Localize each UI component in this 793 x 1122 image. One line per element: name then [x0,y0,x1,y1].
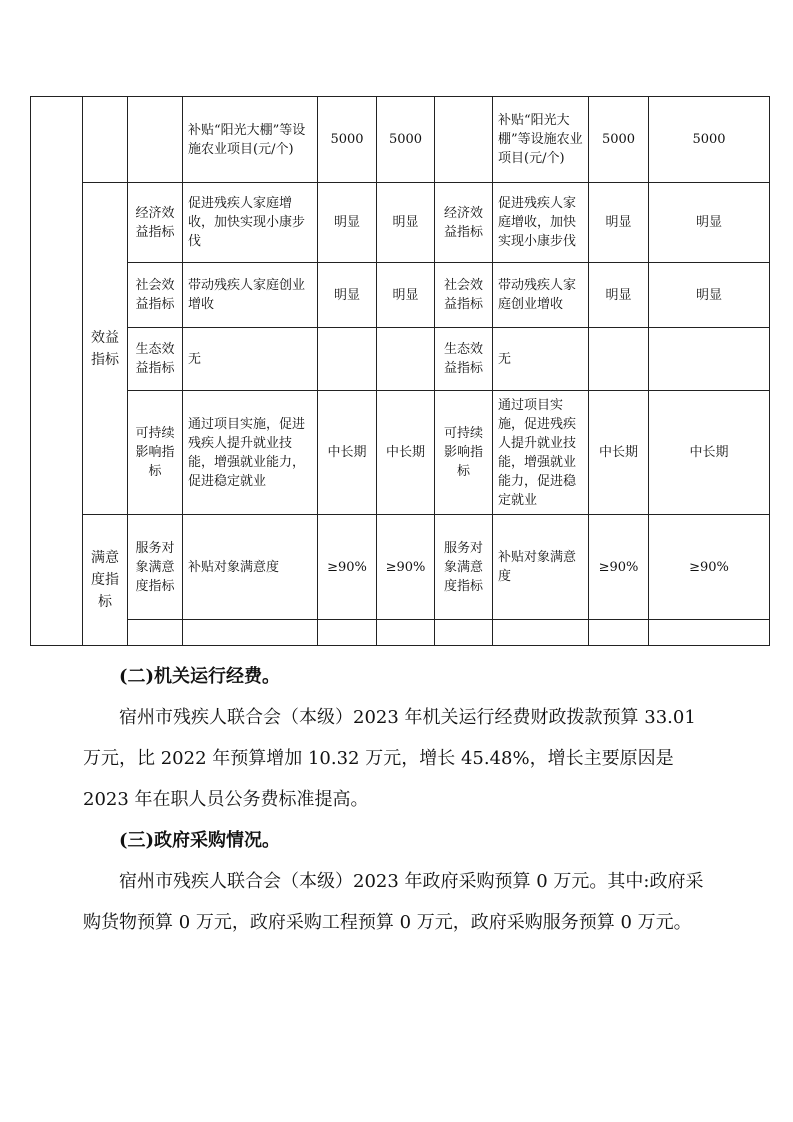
indicator-desc: 补贴“阳光大棚”等设施农业项目(元/个) [493,97,589,183]
empty-cell [589,620,649,646]
target-value: 5000 [377,97,435,183]
target-value: 明显 [377,183,435,263]
sub-category-label: 经济效益指标 [435,183,493,263]
empty-cell [649,620,770,646]
sub-category-label: 服务对象满意度指标 [435,515,493,620]
target-value: 5000 [649,97,770,183]
indicator-desc: 促进残疾人家庭增收，加快实现小康步伐 [493,183,589,263]
target-value: 中长期 [589,391,649,515]
target-value: 明显 [318,183,377,263]
target-value: 中长期 [649,391,770,515]
empty-cell [435,620,493,646]
outer-category-cell [31,97,83,646]
empty-cell [183,620,318,646]
target-value [318,328,377,391]
performance-table [30,96,770,646]
sub-category-label: 可持续影响指标 [435,391,493,515]
target-value: 中长期 [377,391,435,515]
section-body-operating-costs: 宿州市残疾人联合会（本级）2023 年机关运行经费财政拨款预算 33.01 万元，比 2022 年预算增加 10.32 万元，增长 45.48%，增长主要原因是 2023 年在职人员公务费标准提高。 [83,707,696,810]
target-value: 明显 [377,263,435,328]
target-value: ≥90% [589,515,649,620]
sub-category-label: 社会效益指标 [128,263,183,328]
group-label-benefit: 效益指标 [83,183,128,515]
target-value [649,328,770,391]
empty-cell [493,620,589,646]
table-row [31,183,770,263]
table-row [31,515,770,620]
target-value [377,328,435,391]
sub-category-label: 可持续影响指标 [128,391,183,515]
indicator-desc: 补贴对象满意度 [493,515,589,620]
indicator-desc: 补贴“阳光大棚”等设施农业项目(元/个) [183,97,318,183]
table-row [31,391,770,515]
section-body-procurement: 宿州市残疾人联合会（本级）2023 年政府采购预算 0 万元。其中:政府采购货物预算 0 万元，政府采购工程预算 0 万元，政府采购服务预算 0 万元。 [83,871,704,933]
sub-category-label: 生态效益指标 [435,328,493,391]
target-value: 5000 [589,97,649,183]
indicator-desc: 补贴对象满意度 [183,515,318,620]
target-value: ≥90% [377,515,435,620]
empty-cell [377,620,435,646]
target-value: 明显 [318,263,377,328]
target-value: 明显 [589,183,649,263]
sub-category-label: 社会效益指标 [435,263,493,328]
target-value: ≥90% [318,515,377,620]
sub-category-label: 服务对象满意度指标 [128,515,183,620]
group-cell [83,97,128,183]
table-row [31,263,770,328]
indicator-desc: 无 [183,328,318,391]
section-heading-operating-costs: (二)机关运行经费。 [119,666,281,687]
target-value: 中长期 [318,391,377,515]
indicator-desc: 通过项目实施，促进残疾人提升就业技能，增强就业能力，促进稳定就业 [183,391,318,515]
indicator-desc: 促进残疾人家庭增收，加快实现小康步伐 [183,183,318,263]
empty-cell [128,620,183,646]
section-heading-procurement: (三)政府采购情况。 [119,830,281,851]
target-value: 明显 [649,263,770,328]
empty-cell [318,620,377,646]
sub-category-label: 生态效益指标 [128,328,183,391]
sub-category-cell [128,97,183,183]
table-row [31,328,770,391]
group-label-satisfaction: 满意度指标 [83,515,128,646]
indicator-desc: 带动残疾人家庭创业增收 [183,263,318,328]
target-value [589,328,649,391]
target-value: 明显 [649,183,770,263]
indicator-desc: 无 [493,328,589,391]
target-value: 明显 [589,263,649,328]
table-row [31,97,770,183]
indicator-desc: 通过项目实施，促进残疾人提升就业技能，增强就业能力，促进稳定就业 [493,391,589,515]
sub-category-cell [435,97,493,183]
target-value: 5000 [318,97,377,183]
table-row [31,620,770,646]
target-value: ≥90% [649,515,770,620]
sub-category-label: 经济效益指标 [128,183,183,263]
indicator-desc: 带动残疾人家庭创业增收 [493,263,589,328]
